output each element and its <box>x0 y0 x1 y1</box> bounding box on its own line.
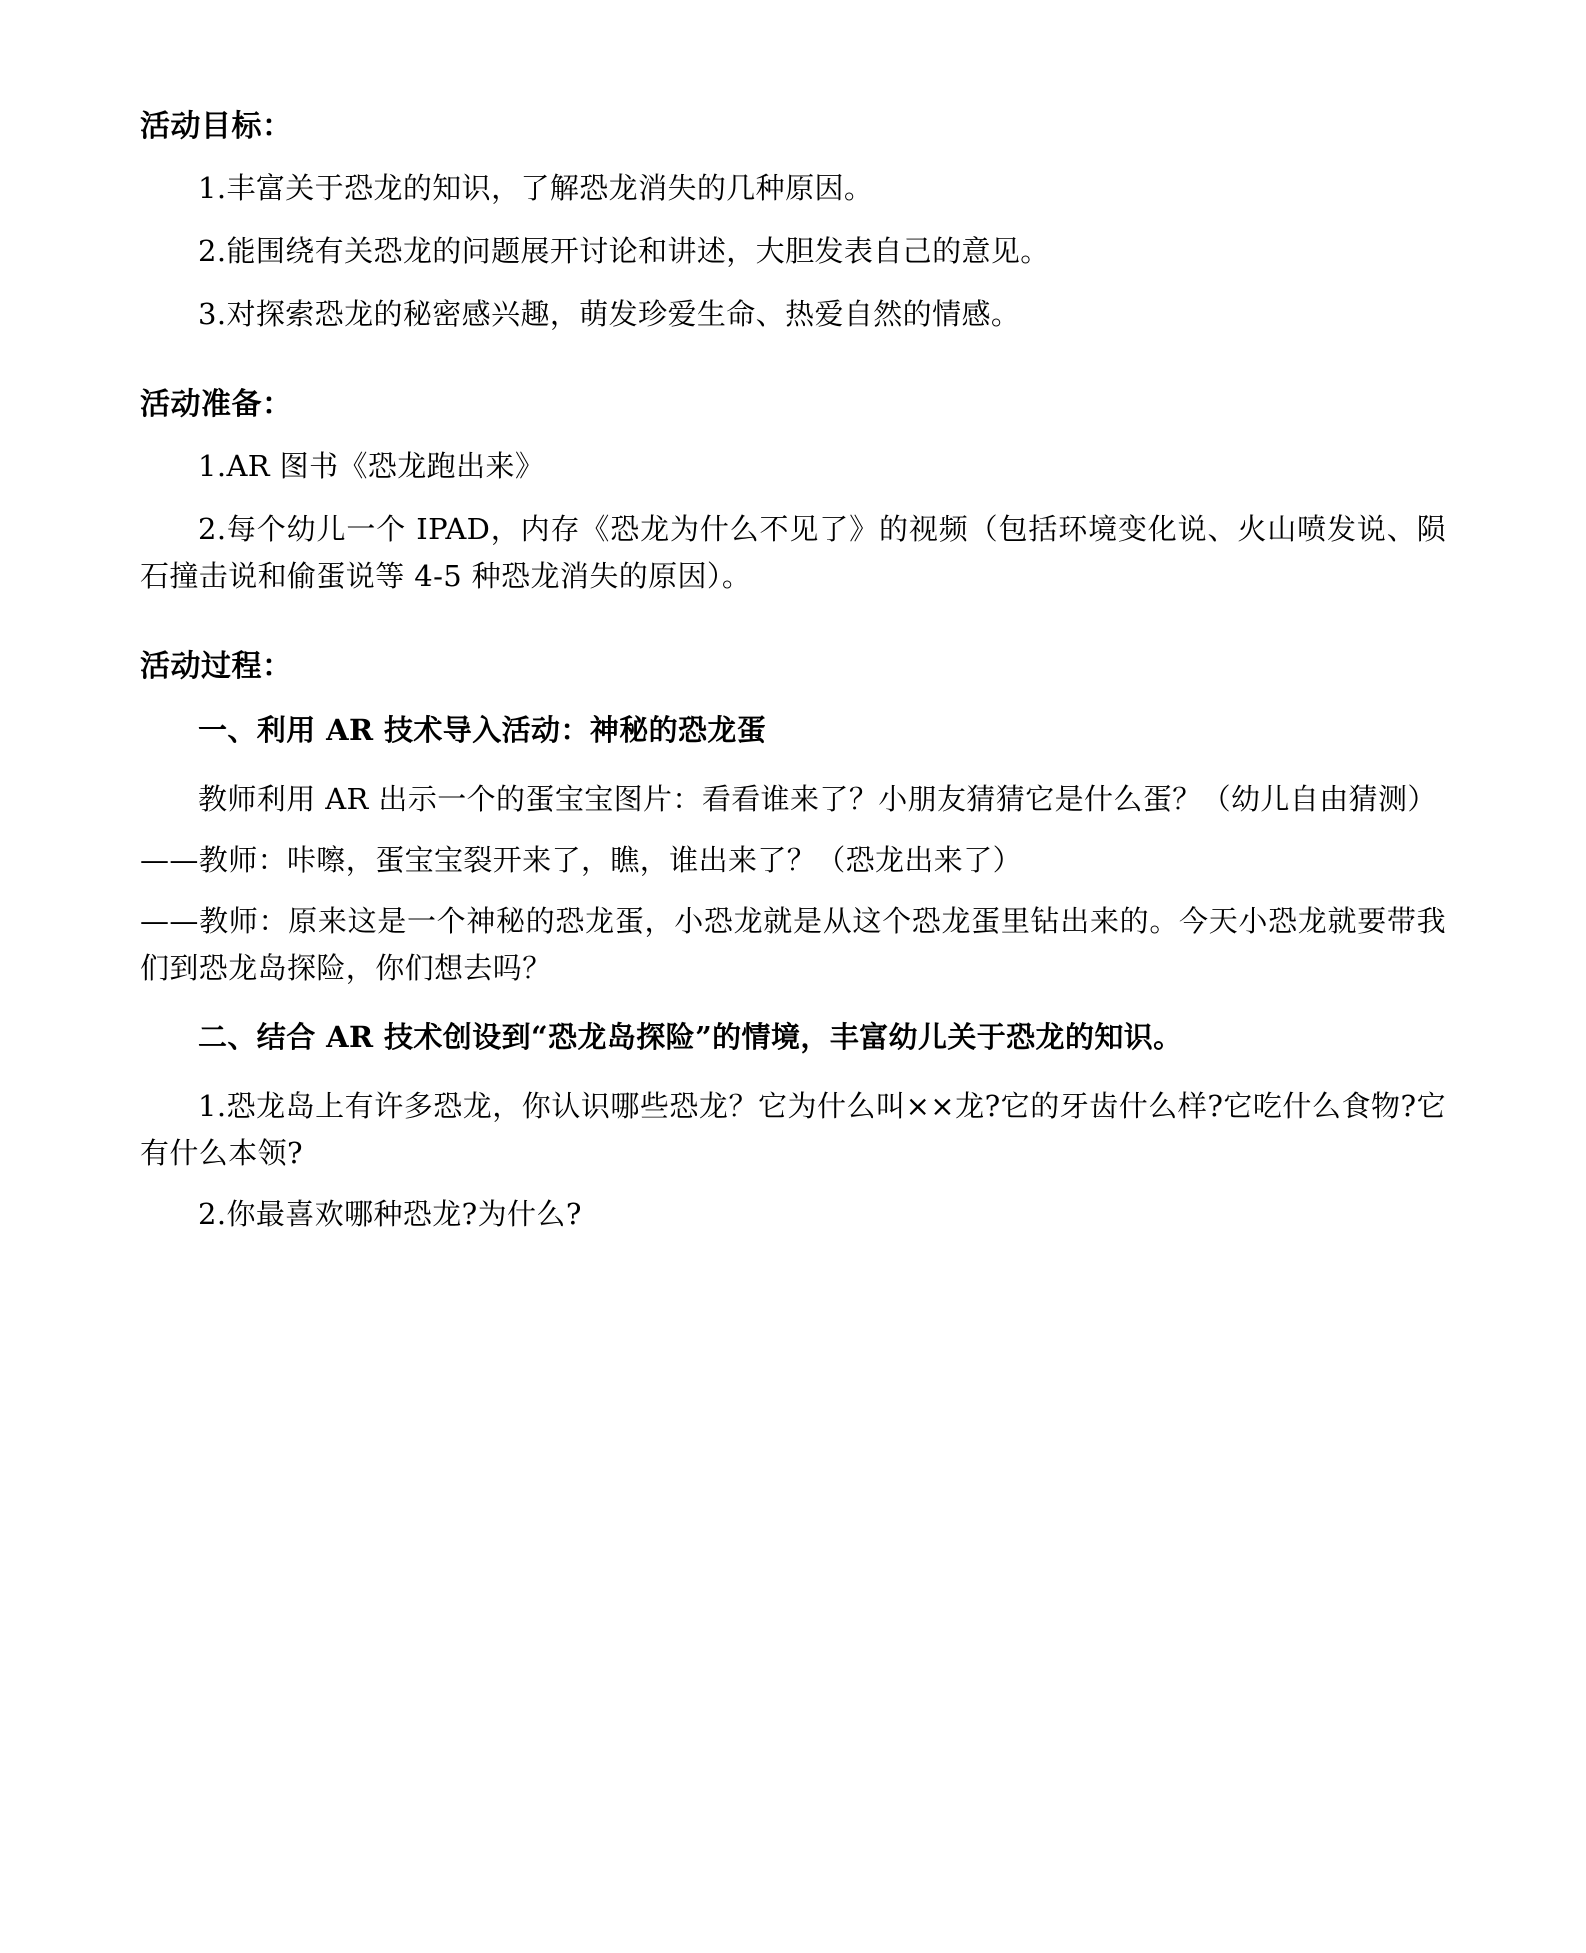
preparation-item-2: 2.每个幼儿一个 IPAD，内存《恐龙为什么不见了》的视频（包括环境变化说、火山喷发说、陨石撞击说和偷蛋说等 4-5 种恐龙消失的原因）。 <box>140 511 1446 593</box>
process-part-one-paragraph-2: ——教师：咔嚓，蛋宝宝裂开来了，瞧，谁出来了？（恐龙出来了） <box>140 842 1023 877</box>
section-heading-process: 活动过程： <box>140 648 293 684</box>
process-part-one-paragraph-1: 教师利用 AR 出示一个的蛋宝宝图片：看看谁来了？小朋友猜猜它是什么蛋？（幼儿自由猜测） <box>198 781 1437 816</box>
process-part-two-item-2: 2.你最喜欢哪种恐龙?为什么? <box>198 1196 582 1231</box>
preparation-item-1: 1.AR 图书《恐龙跑出来》 <box>198 448 545 483</box>
section-heading-preparation: 活动准备： <box>140 386 293 422</box>
objective-item-2: 2.能围绕有关恐龙的问题展开讨论和讲述，大胆发表自己的意见。 <box>198 233 1050 268</box>
process-part-one-paragraph-3: ——教师：原来这是一个神秘的恐龙蛋，小恐龙就是从这个恐龙蛋里钻出来的。今天小恐龙就要带我们到恐龙岛探险，你们想去吗？ <box>140 903 1446 985</box>
objective-item-3: 3.对探索恐龙的秘密感兴趣，萌发珍爱生命、热爱自然的情感。 <box>198 296 1021 331</box>
process-part-one-heading: 一、利用 AR 技术导入活动：神秘的恐龙蛋 <box>198 712 767 747</box>
process-part-two-heading: 二、结合 AR 技术创设到“恐龙岛探险”的情境，丰富幼儿关于恐龙的知识。 <box>198 1019 1183 1054</box>
process-part-two-item-1: 1.恐龙岛上有许多恐龙，你认识哪些恐龙？它为什么叫××龙?它的牙齿什么样?它吃什么食物?它有什么本领? <box>140 1088 1446 1170</box>
objective-item-1: 1.丰富关于恐龙的知识，了解恐龙消失的几种原因。 <box>198 171 874 205</box>
section-heading-objectives: 活动目标： <box>140 109 293 144</box>
